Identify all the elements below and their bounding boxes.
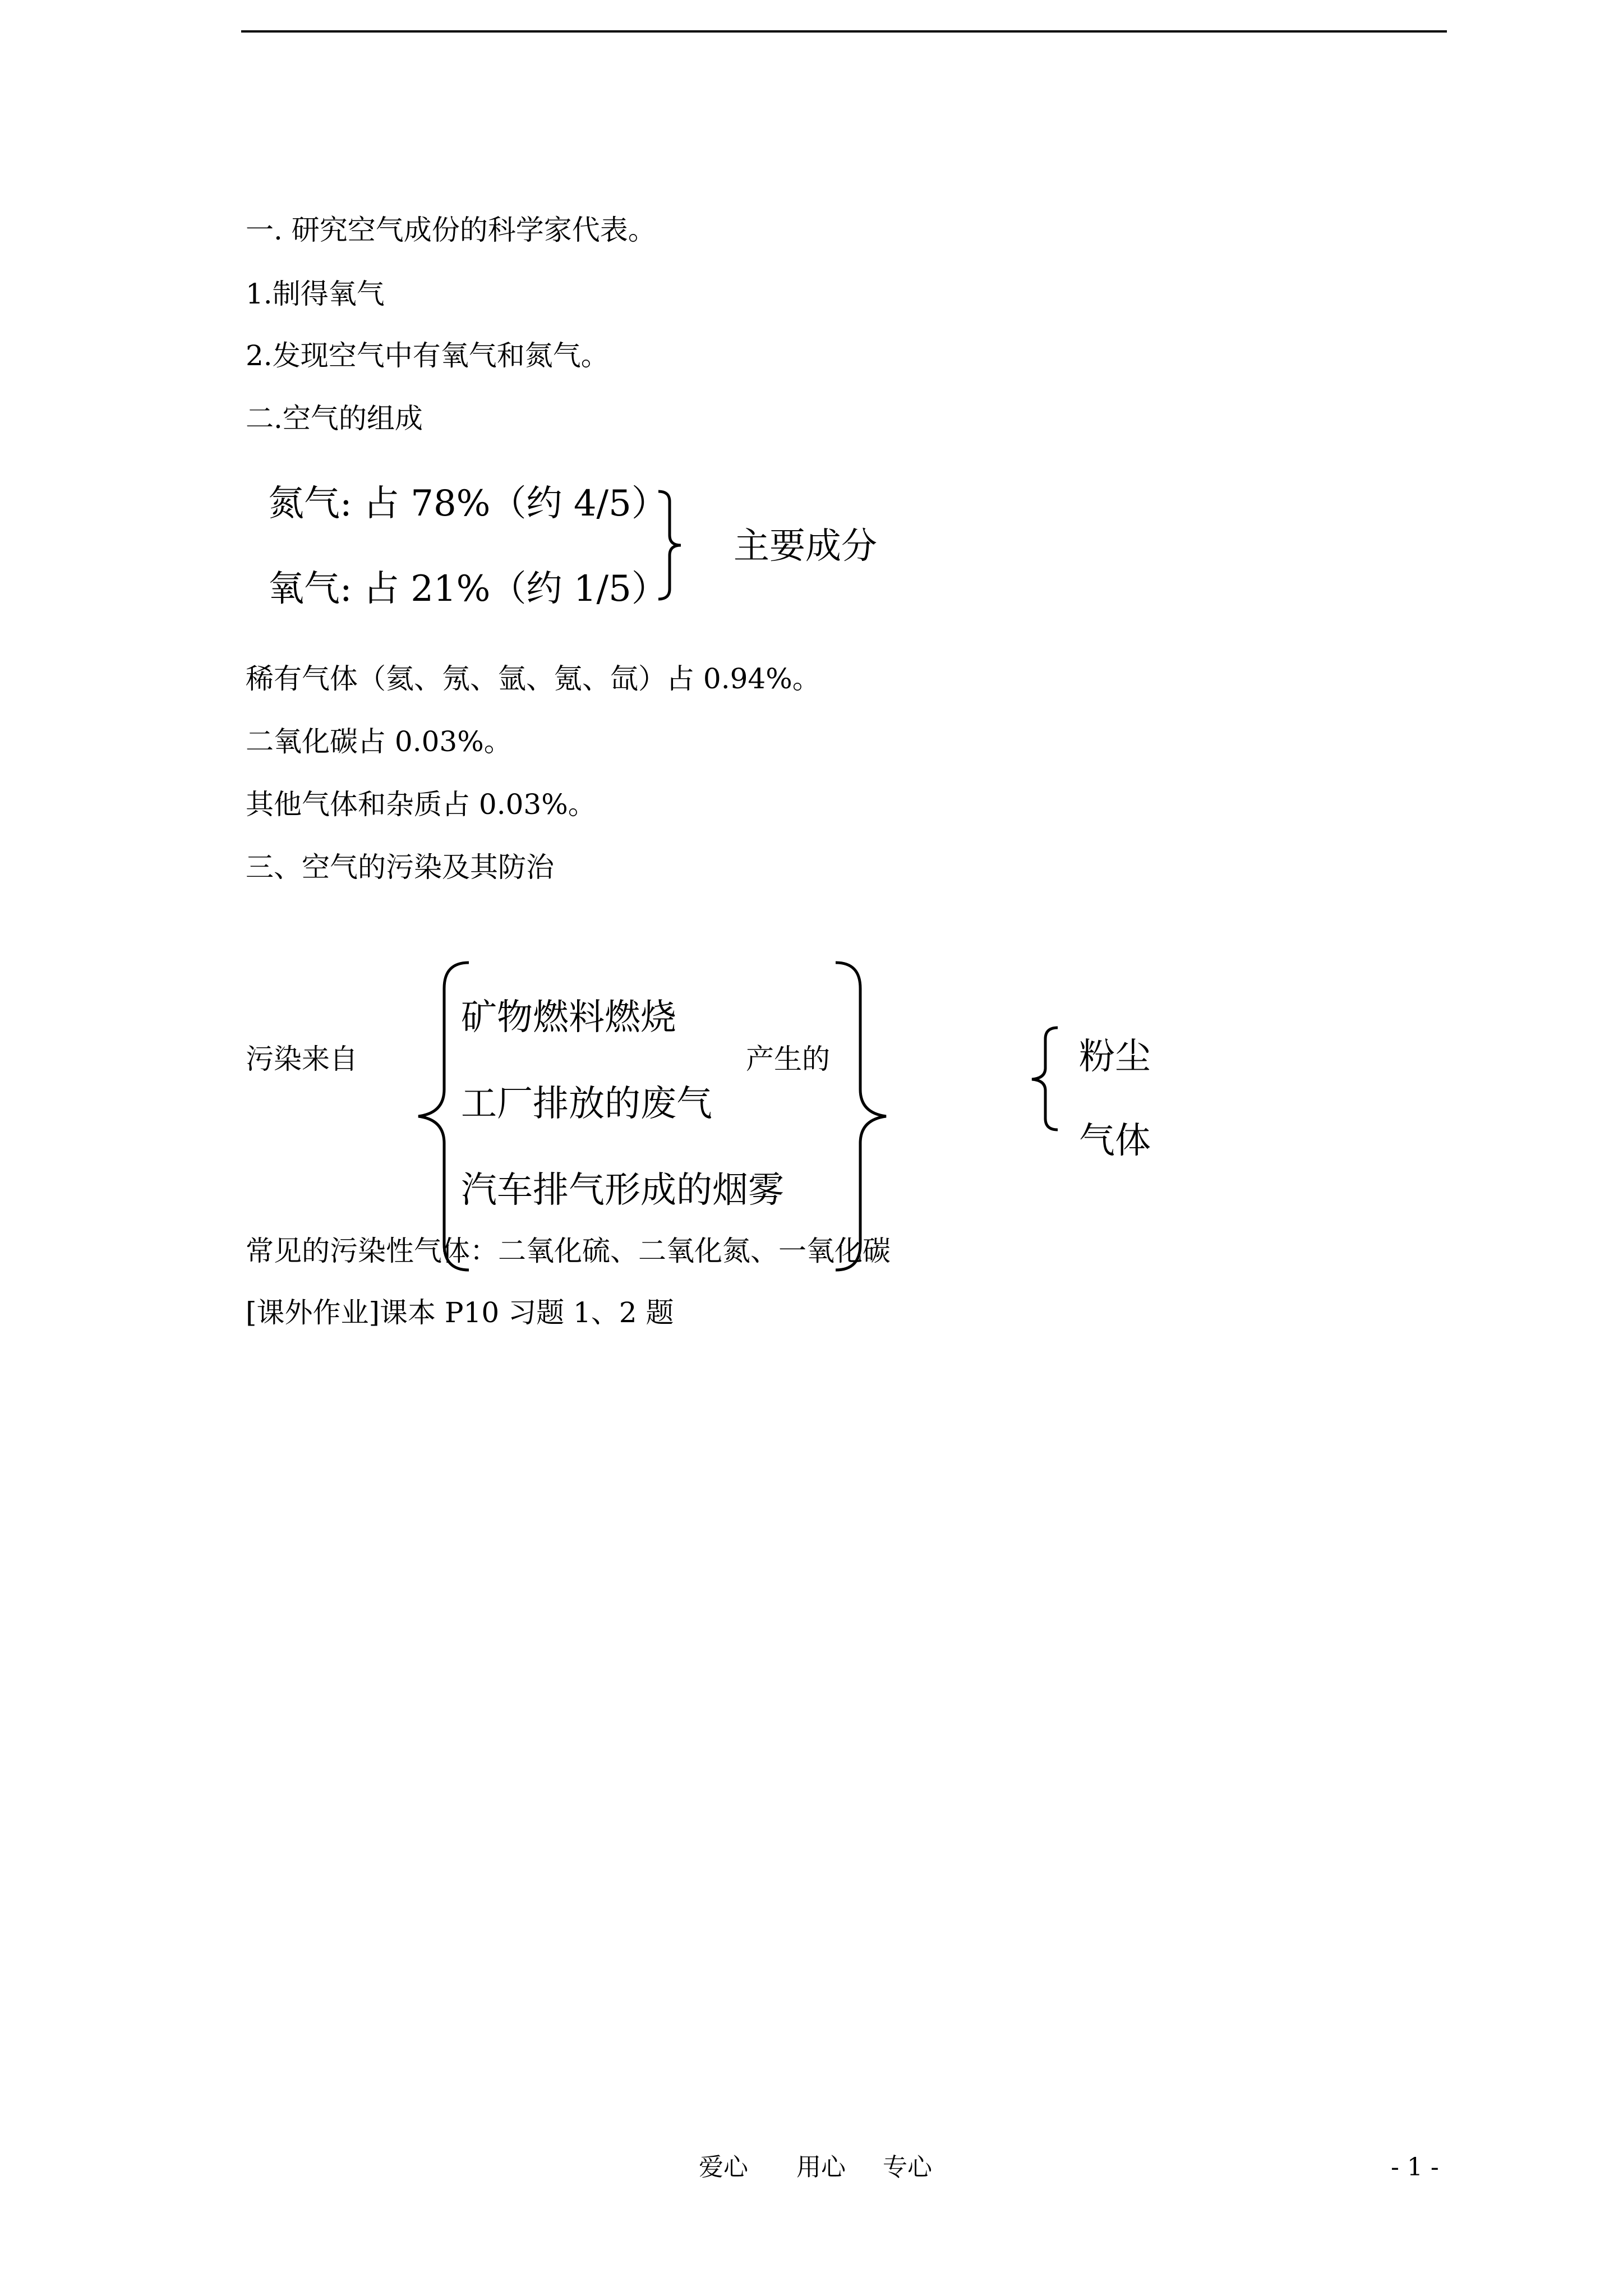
footer-motto-3: 专心 — [883, 2153, 932, 2182]
oxygen-line: 氧气: 占 21%（约 1/5） — [268, 568, 667, 610]
other-gases-line: 其他气体和杂质占 0.03%。 — [246, 788, 596, 821]
common-pollutant-gases: 常见的污染性气体：二氧化硫、二氧化氮、一氧化碳 — [246, 1235, 891, 1267]
pollution-sources-right-brace — [833, 960, 889, 1274]
pollution-source-label: 污染来自 — [246, 1043, 358, 1075]
pollutant-dust: 粉尘 — [1079, 1036, 1151, 1078]
main-components-label: 主要成分 — [734, 526, 877, 567]
source-item-3: 汽车排气形成的烟雾 — [461, 1170, 784, 1211]
source-item-1: 矿物燃料燃烧 — [461, 997, 676, 1038]
main-components-brace — [657, 489, 691, 601]
footer-motto-2: 用心 — [796, 2153, 846, 2182]
footer-motto-1: 爱心 — [699, 2153, 748, 2182]
section-1-heading: 一. 研究空气成份的科学家代表。 — [246, 214, 656, 246]
source-item-2: 工厂排放的废气 — [461, 1083, 712, 1125]
rare-gases-line: 稀有气体（氦、氖、氩、氪、氙）占 0.94%。 — [246, 662, 820, 695]
section-2-heading: 二.空气的组成 — [246, 402, 423, 435]
pollutants-brace — [1026, 1025, 1060, 1132]
header-rule — [241, 30, 1447, 33]
section-1-item-2: 2.发现空气中有氧气和氮气。 — [246, 339, 609, 372]
homework-line: [课外作业]课本 P10 习题 1、2 题 — [246, 1296, 674, 1329]
produced-label: 产生的 — [746, 1043, 830, 1075]
section-3-heading: 三、空气的污染及其防治 — [246, 851, 554, 884]
page-number: - 1 - — [1391, 2153, 1439, 2182]
pollutant-gas: 气体 — [1079, 1120, 1151, 1162]
nitrogen-line: 氮气: 占 78%（约 4/5） — [268, 483, 667, 524]
section-1-item-1: 1.制得氧气 — [246, 278, 385, 310]
co2-line: 二氧化碳占 0.03%。 — [246, 725, 512, 758]
